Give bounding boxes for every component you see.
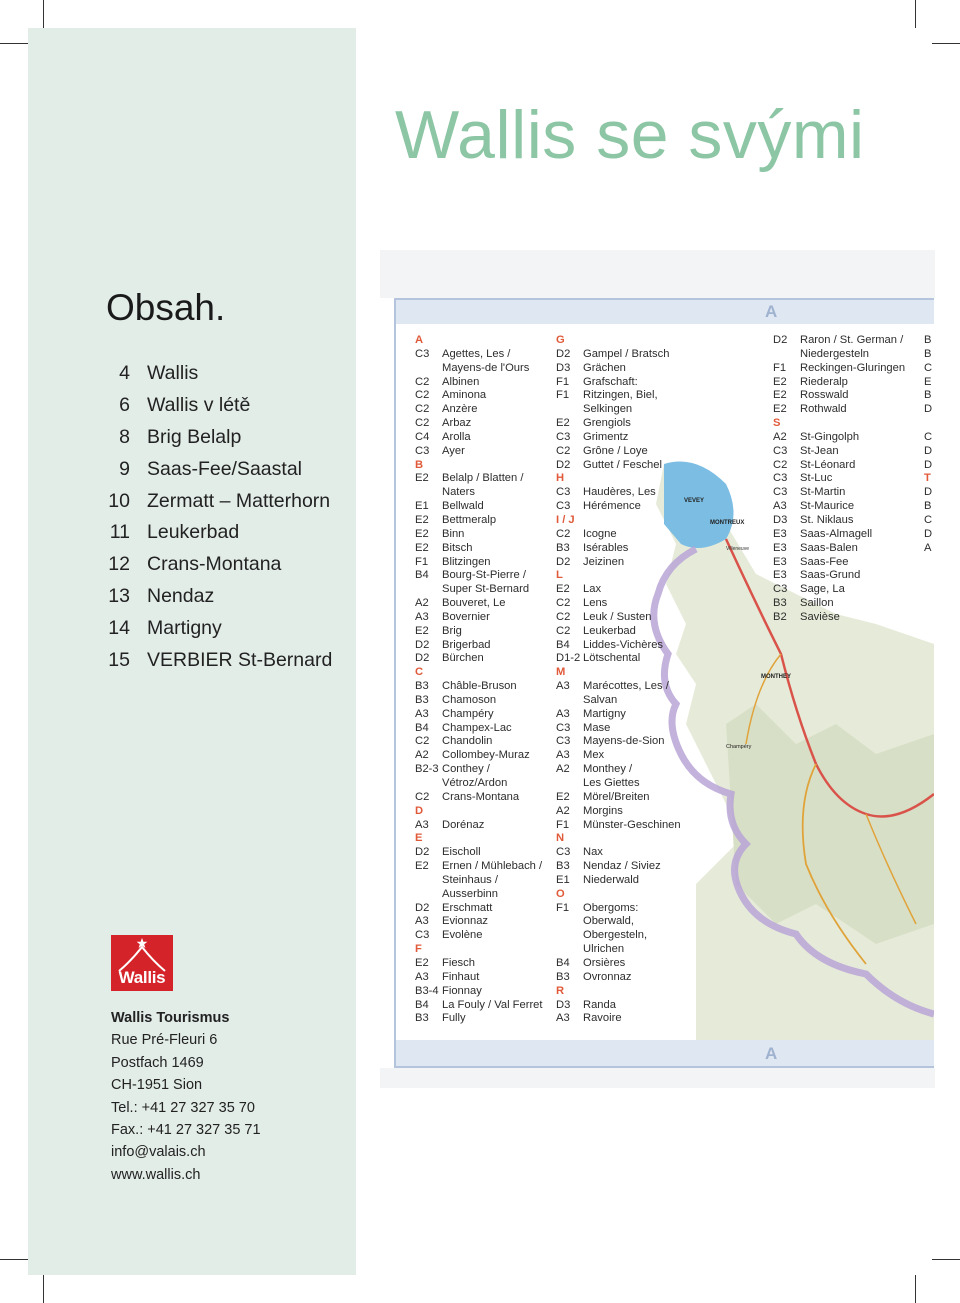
grid-reference: F1 xyxy=(556,389,570,402)
index-section-letter: M xyxy=(556,666,566,679)
place-name: Mayens-de l'Ours xyxy=(442,361,530,374)
grid-reference: B3-4 xyxy=(415,984,439,997)
grid-reference: F1 xyxy=(556,375,570,388)
place-name: Ayer xyxy=(442,444,465,457)
grid-reference: C3 xyxy=(773,472,788,485)
grid-reference: B xyxy=(924,500,932,513)
grid-reference: C2 xyxy=(415,735,430,748)
grid-reference: A3 xyxy=(415,707,429,720)
grid-reference: B3 xyxy=(415,1012,429,1025)
index-section-letter: D xyxy=(415,804,424,817)
place-name: Monthey / xyxy=(583,763,633,776)
place-name: Marécottes, Les / xyxy=(583,680,669,693)
grid-reference: C3 xyxy=(556,721,571,734)
place-name: Rosswald xyxy=(800,389,849,402)
map-margin-bottom xyxy=(380,1068,935,1088)
grid-reference: C2 xyxy=(415,790,430,803)
toc-page-number: 4 xyxy=(119,362,130,385)
crop-mark xyxy=(915,1275,916,1303)
place-name: Crans-Montana xyxy=(442,790,520,803)
place-name: Eischoll xyxy=(442,846,481,859)
place-name: Oberwald, xyxy=(583,915,634,928)
place-name: Arolla xyxy=(442,430,471,443)
page-title: Wallis se svými xyxy=(395,97,865,173)
grid-reference: E3 xyxy=(773,569,787,582)
toc-item[interactable] xyxy=(100,453,350,485)
grid-reference: D2 xyxy=(415,652,430,665)
toc-label: Martigny xyxy=(147,616,222,639)
toc-item[interactable] xyxy=(100,517,350,549)
grid-reference: B xyxy=(924,334,932,346)
place-name: Gampel / Bratsch xyxy=(583,347,670,360)
place-name: Lax xyxy=(583,583,602,596)
grid-reference: A2 xyxy=(773,430,787,443)
place-name: Obergesteln, xyxy=(583,929,648,942)
index-section-letter: I / J xyxy=(556,513,575,526)
grid-reference: E2 xyxy=(415,472,429,485)
grid-reference: C3 xyxy=(556,486,571,499)
place-name: Ulrichen xyxy=(583,943,625,956)
grid-reference: D1-2 xyxy=(556,652,581,665)
map-grid-band-top xyxy=(396,300,934,324)
grid-reference: D xyxy=(924,444,933,457)
map-label-champery: Champéry xyxy=(726,744,752,750)
toc-label: Wallis xyxy=(147,362,199,385)
place-name: Bourg-St-Pierre / xyxy=(442,569,526,582)
grid-reference: B4 xyxy=(415,721,429,734)
grid-reference: C3 xyxy=(556,430,571,443)
index-section-letter: F xyxy=(415,943,422,956)
place-name: Lötschental xyxy=(583,652,641,665)
place-name: Chamoson xyxy=(442,693,497,706)
place-name: Agettes, Les / xyxy=(442,347,511,360)
place-name: Grimentz xyxy=(583,430,629,443)
grid-reference: B4 xyxy=(415,569,429,582)
grid-reference: D xyxy=(924,527,933,540)
grid-reference: D3 xyxy=(556,998,571,1011)
grid-reference: B3 xyxy=(556,541,570,554)
place-name: Jeizinen xyxy=(583,555,625,568)
place-name: Nendaz / Siviez xyxy=(583,860,661,873)
place-name: Anzère xyxy=(442,403,478,416)
grid-reference: D xyxy=(924,458,933,471)
place-name: Steinhaus / xyxy=(442,873,498,886)
lake-geneva xyxy=(664,462,734,549)
grid-reference: A3 xyxy=(773,500,787,513)
grid-reference: D xyxy=(924,486,933,499)
place-name: La Fouly / Val Ferret xyxy=(442,998,543,1011)
place-name: Saas-Balen xyxy=(800,541,858,554)
fax-number: Fax.: +41 27 327 35 71 xyxy=(111,1122,261,1139)
place-name: Münster-Geschinen xyxy=(583,818,681,831)
grid-reference: C3 xyxy=(773,583,788,596)
toc-item[interactable] xyxy=(100,581,350,613)
index-section-letter: C xyxy=(415,666,424,679)
place-name: Super St-Bernard xyxy=(442,583,530,596)
grid-reference: B2-3 xyxy=(415,763,439,776)
index-section-letter: H xyxy=(556,472,565,485)
place-name: Leuk / Susten xyxy=(583,610,652,623)
grid-reference: C2 xyxy=(556,610,571,623)
place-name: Blitzingen xyxy=(442,555,491,568)
index-section-letter: G xyxy=(556,334,565,346)
grid-reference: B2 xyxy=(773,610,787,623)
place-name: Niederwald xyxy=(583,873,639,886)
grid-reference: A2 xyxy=(556,763,570,776)
place-name: Salvan xyxy=(583,693,618,706)
grid-reference: E2 xyxy=(415,860,429,873)
toc-heading: Obsah. xyxy=(106,287,226,328)
phone-number: Tel.: +41 27 327 35 70 xyxy=(111,1099,255,1116)
grid-reference: D2 xyxy=(556,555,571,568)
address-street: Rue Pré-Fleuri 6 xyxy=(111,1032,218,1049)
index-section-letter: S xyxy=(773,417,781,430)
place-name: Icogne xyxy=(583,527,617,540)
crop-mark xyxy=(43,0,44,28)
place-name: Collombey-Muraz xyxy=(442,749,530,762)
place-name: Orsières xyxy=(583,956,626,969)
grid-reference: A2 xyxy=(556,804,570,817)
grid-reference: F1 xyxy=(415,555,429,568)
grid-reference: E1 xyxy=(556,873,570,886)
grid-reference: E2 xyxy=(556,417,570,430)
grid-reference: C3 xyxy=(556,735,571,748)
grid-reference: C3 xyxy=(415,444,430,457)
place-name: St-Léonard xyxy=(800,458,856,471)
toc-item[interactable] xyxy=(100,485,350,517)
logo-text: Wallis xyxy=(118,968,166,987)
grid-reference: A3 xyxy=(415,610,429,623)
grid-reference: D2 xyxy=(773,334,788,346)
place-name: Erschmatt xyxy=(442,901,493,914)
toc-item[interactable] xyxy=(100,422,350,454)
map-label-montreux: MONTREUX xyxy=(710,520,745,526)
grid-reference: C2 xyxy=(415,417,430,430)
place-name: Hérémence xyxy=(583,500,641,513)
toc-page-number: 15 xyxy=(108,648,130,671)
place-name: Saas-Almagell xyxy=(800,527,873,540)
place-name: Mayens-de-Sion xyxy=(583,735,665,748)
place-name: Grône / Loye xyxy=(583,444,648,457)
grid-reference: B4 xyxy=(556,956,570,969)
grid-reference: C2 xyxy=(556,597,571,610)
index-section-letter: B xyxy=(415,458,424,471)
grid-reference: D3 xyxy=(773,513,788,526)
place-name: Arbaz xyxy=(442,417,472,430)
grid-reference: E2 xyxy=(556,583,570,596)
index-section-letter: T xyxy=(924,472,931,485)
place-name: Reckingen-Gluringen xyxy=(800,361,906,374)
place-name: St-Jean xyxy=(800,444,839,457)
place-name: Bürchen xyxy=(442,652,484,665)
place-name: Lens xyxy=(583,597,608,610)
toc-label: Brig Belalp xyxy=(147,425,242,448)
grid-reference: A2 xyxy=(415,597,429,610)
grid-reference: E2 xyxy=(773,403,787,416)
grid-reference: B3 xyxy=(415,680,429,693)
grid-letter-top: A xyxy=(765,302,778,321)
toc-item[interactable] xyxy=(100,644,350,676)
grid-reference: A2 xyxy=(415,749,429,762)
grid-reference: D3 xyxy=(556,361,571,374)
crop-mark xyxy=(43,1275,44,1303)
grid-reference: C3 xyxy=(415,929,430,942)
index-section-letter: N xyxy=(556,832,565,845)
grid-reference: C3 xyxy=(773,444,788,457)
place-name: Rothwald xyxy=(800,403,847,416)
place-name: Albinen xyxy=(442,375,480,388)
crop-mark xyxy=(0,1259,28,1260)
toc-item[interactable] xyxy=(100,549,350,581)
place-name: Chandolin xyxy=(442,735,493,748)
grid-reference: E2 xyxy=(415,624,429,637)
contact-address xyxy=(111,1007,261,1186)
place-name: Aminona xyxy=(442,389,487,402)
grid-reference: A3 xyxy=(415,970,429,983)
place-name: Ritzingen, Biel, xyxy=(583,389,658,402)
place-name: Morgins xyxy=(583,804,623,817)
grid-reference: F1 xyxy=(773,361,787,374)
grid-reference: E2 xyxy=(773,389,787,402)
toc-label: Leukerbad xyxy=(147,521,240,544)
grid-reference: C2 xyxy=(556,624,571,637)
place-name: Champex-Lac xyxy=(442,721,512,734)
grid-reference: C2 xyxy=(556,444,571,457)
toc-item[interactable] xyxy=(100,358,350,390)
place-name: Ravoire xyxy=(583,1012,622,1025)
grid-letter-bottom: A xyxy=(765,1044,778,1063)
grid-reference: E2 xyxy=(415,956,429,969)
grid-reference: A3 xyxy=(415,818,429,831)
grid-reference: B3 xyxy=(556,970,570,983)
place-name: St-Gingolph xyxy=(800,430,860,443)
place-name: Saas-Fee xyxy=(800,555,849,568)
grid-reference: C2 xyxy=(415,375,430,388)
place-name: Sage, La xyxy=(800,583,845,596)
grid-reference: A3 xyxy=(556,707,570,720)
crop-mark xyxy=(932,43,960,44)
place-name: Bouveret, Le xyxy=(442,597,506,610)
grid-reference: E2 xyxy=(773,375,787,388)
grid-reference: B xyxy=(924,347,932,360)
place-name: St-Luc xyxy=(800,472,833,485)
grid-reference: C3 xyxy=(556,500,571,513)
index-section-letter: R xyxy=(556,984,565,997)
place-name: St. Niklaus xyxy=(800,513,854,526)
grid-reference: E1 xyxy=(415,500,429,513)
email-link[interactable]: info@valais.ch xyxy=(111,1144,206,1161)
toc-label: Nendaz xyxy=(147,584,215,607)
grid-reference: B4 xyxy=(415,998,429,1011)
toc-label: Crans-Montana xyxy=(147,553,282,576)
place-name: Conthey / xyxy=(442,763,490,776)
toc-page-number: 13 xyxy=(108,584,130,607)
place-name: Niedergesteln xyxy=(800,347,870,360)
toc-label: Wallis v létě xyxy=(147,394,251,417)
grid-reference: B xyxy=(924,389,932,402)
place-name: Savièse xyxy=(800,610,840,623)
place-name: Bellwald xyxy=(442,500,484,513)
place-name: Grächen xyxy=(583,361,626,374)
place-name: Brigerbad xyxy=(442,638,491,651)
index-section-letter: L xyxy=(556,569,563,582)
toc-label: VERBIER St-Bernard xyxy=(147,648,333,671)
place-name: Martigny xyxy=(583,707,626,720)
grid-reference: C3 xyxy=(415,347,430,360)
place-name: Châble-Bruson xyxy=(442,680,517,693)
grid-reference: F1 xyxy=(556,818,570,831)
grid-reference: B3 xyxy=(556,860,570,873)
place-name: Mex xyxy=(583,749,605,762)
place-name: Fiesch xyxy=(442,956,475,969)
place-name: Haudères, Les xyxy=(583,486,656,499)
place-name: Ausserbinn xyxy=(442,887,498,900)
place-name: St-Maurice xyxy=(800,500,855,513)
place-name: Riederalp xyxy=(800,375,848,388)
place-name: Grafschaft: xyxy=(583,375,638,388)
grid-reference: C xyxy=(924,513,933,526)
toc-label: Zermatt – Matterhorn xyxy=(147,489,331,512)
grid-reference: E3 xyxy=(773,527,787,540)
index-section-letter: A xyxy=(415,334,424,346)
toc-page-number: 6 xyxy=(119,394,130,417)
place-name: Grengiols xyxy=(583,417,631,430)
grid-reference: A3 xyxy=(556,749,570,762)
place-name: Brig xyxy=(442,624,462,637)
place-name: Fully xyxy=(442,1012,466,1025)
place-name: Nax xyxy=(583,846,603,859)
grid-reference: F1 xyxy=(556,901,570,914)
toc-label: Saas-Fee/Saastal xyxy=(147,457,303,480)
place-name: Mörel/Breiten xyxy=(583,790,650,803)
grid-reference: A3 xyxy=(556,680,570,693)
map-margin-top xyxy=(380,250,935,298)
grid-reference: A3 xyxy=(556,1012,570,1025)
crop-mark xyxy=(932,1259,960,1260)
toc-item[interactable] xyxy=(100,390,350,422)
index-section-letter: E xyxy=(415,832,423,845)
grid-reference: E2 xyxy=(415,527,429,540)
address-city: CH-1951 Sion xyxy=(111,1077,203,1094)
grid-reference: E2 xyxy=(556,790,570,803)
grid-reference: E3 xyxy=(773,555,787,568)
map-grid-band-bottom xyxy=(396,1040,934,1066)
place-name: Evolène xyxy=(442,929,483,942)
grid-reference: B3 xyxy=(773,597,787,610)
grid-reference: A xyxy=(924,541,932,554)
grid-reference: C xyxy=(924,430,933,443)
toc-page-number: 11 xyxy=(109,521,130,544)
organization-name: Wallis Tourismus xyxy=(111,1010,230,1026)
grid-reference: C2 xyxy=(773,458,788,471)
place-name: Bettmeralp xyxy=(442,513,497,526)
website-link[interactable]: www.wallis.ch xyxy=(111,1166,201,1183)
grid-reference: D2 xyxy=(415,901,430,914)
place-name: Bovernier xyxy=(442,610,490,623)
toc-page-number: 9 xyxy=(119,457,130,480)
toc-item[interactable] xyxy=(100,612,350,644)
wallis-logo[interactable] xyxy=(111,935,173,991)
place-name: Naters xyxy=(442,486,475,499)
place-name: Champéry xyxy=(442,707,494,720)
place-name: Finhaut xyxy=(442,970,480,983)
place-name: Mase xyxy=(583,721,611,734)
place-name: Raron / St. German / xyxy=(800,334,904,346)
place-name: St-Martin xyxy=(800,486,846,499)
grid-reference: C3 xyxy=(556,846,571,859)
grid-reference: A3 xyxy=(415,915,429,928)
place-name: Isérables xyxy=(583,541,629,554)
grid-reference: C2 xyxy=(415,389,430,402)
grid-reference: D2 xyxy=(556,347,571,360)
place-name: Les Giettes xyxy=(583,777,640,789)
place-name: Leukerbad xyxy=(583,624,636,637)
place-name: Ernen / Mühlebach / xyxy=(442,860,543,873)
grid-reference: D2 xyxy=(415,638,430,651)
place-name: Obergoms: xyxy=(583,901,639,914)
grid-reference: C2 xyxy=(415,403,430,416)
place-name: Dorénaz xyxy=(442,818,485,831)
place-name: Ovronnaz xyxy=(583,970,632,983)
grid-reference: B4 xyxy=(556,638,570,651)
place-name: Saillon xyxy=(800,597,834,610)
place-name: Liddes-Vichères xyxy=(583,638,664,651)
place-name: Belalp / Blatten / xyxy=(442,472,524,485)
place-name: Vétroz/Ardon xyxy=(442,777,508,789)
place-name: Fionnay xyxy=(442,984,482,997)
grid-reference: B3 xyxy=(415,693,429,706)
grid-reference: C xyxy=(924,361,933,374)
toc-page-number: 12 xyxy=(108,553,130,576)
index-section-letter: O xyxy=(556,887,565,900)
grid-reference: C3 xyxy=(773,486,788,499)
toc-page-number: 10 xyxy=(108,489,130,512)
place-name: Guttet / Feschel xyxy=(583,458,662,471)
address-postbox: Postfach 1469 xyxy=(111,1054,204,1071)
table-of-contents xyxy=(100,358,350,676)
grid-reference: D xyxy=(924,403,933,416)
map-label-vevey: VEVEY xyxy=(684,498,705,504)
map-label-villeneuve: Villeneuve xyxy=(726,546,749,552)
grid-reference: D2 xyxy=(556,458,571,471)
grid-reference: C2 xyxy=(556,527,571,540)
place-name: Randa xyxy=(583,998,616,1011)
place-name: Selkingen xyxy=(583,403,633,416)
map-label-monthey: MONTHEY xyxy=(761,674,791,680)
place-name: Saas-Grund xyxy=(800,569,861,582)
place-name: Binn xyxy=(442,527,465,540)
place-name: Evionnaz xyxy=(442,915,489,928)
grid-reference: E3 xyxy=(773,541,787,554)
grid-reference: C4 xyxy=(415,430,430,443)
toc-page-number: 14 xyxy=(108,616,130,639)
crop-mark xyxy=(0,43,28,44)
grid-reference: D2 xyxy=(415,846,430,859)
grid-reference: E2 xyxy=(415,513,429,526)
crop-mark xyxy=(915,0,916,28)
grid-reference: E2 xyxy=(415,541,429,554)
grid-reference: E xyxy=(924,375,932,388)
place-name: Bitsch xyxy=(442,541,473,554)
toc-page-number: 8 xyxy=(119,425,130,448)
